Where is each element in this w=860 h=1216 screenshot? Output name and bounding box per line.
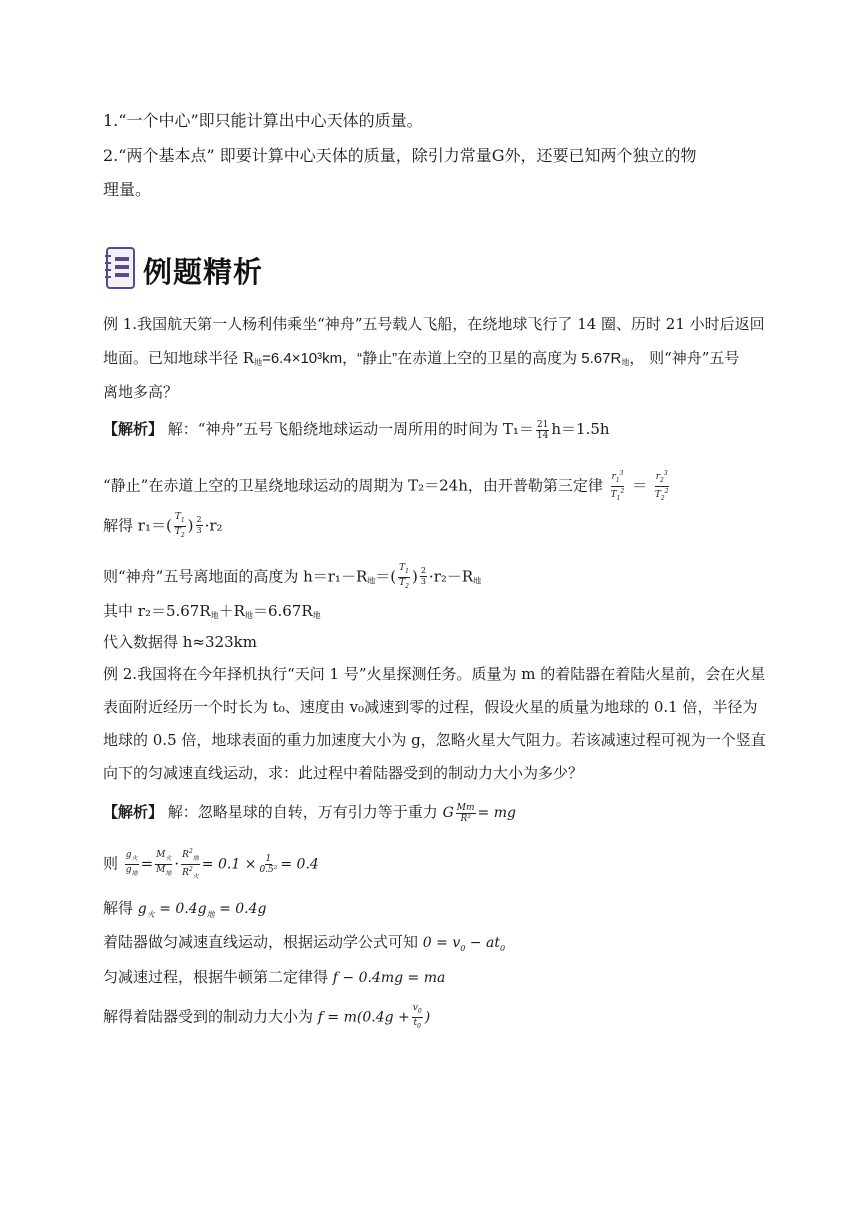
section-title: 例题精析 [143,254,264,289]
example-2-line-1: 例 2.我国将在今年择机执行“天问 1 号”火星探测任务。质量为 m 的着陆器在着陆火星前，会在火星 [103,665,766,683]
example-2-solution-6: 解得着陆器受到的制动力大小为 f = m(0.4g + $\frac{v_0}{t_0}$ ) [103,1003,431,1030]
point-two-cont: 理量。 [103,180,152,199]
example-1-line-1: 例 1.我国航天第一人杨利伟乘坐“神舟”五号载人飞船，在绕地球飞行了 14 圈、历时 21 小时后返回 [103,315,765,333]
example-2-line-4: 向下的匀减速直线运动，求：此过程中着陆器受到的制动力大小为多少？ [103,764,584,782]
example-1-solution-4: 则“神舟”五号离地面的高度为 $h=r_1-R_地=$( $\frac{T_1}{T_2}$ ) $\frac{2}{3}$ $\cdot r_2-R_地$ [103,563,482,590]
example-1-line-3: 离地多高？ [103,383,179,401]
example-1-solution-1: 【解析】 解：“神舟”五号飞船绕地球运动一周所用的时间为 T₁＝ $\frac{21}{14}$ h＝1.5h [103,419,610,441]
notebook-icon [103,246,137,294]
section-heading [103,246,263,294]
example-1-solution-5: 其中 $r_2=5.67R_地+R_地=6.67R_地$ [103,602,321,620]
example-2-solution-4: 着陆器做匀减速直线运动，根据运动学公式可知 $0 = v_0 - at_0$ [103,933,506,953]
example-1-solution-6: 代入数据得 h≈323km [103,633,257,651]
example-2-solution-1: 【解析】 解：忽略星球的自转，万有引力等于重力 G $\frac{Mm}{\text{R²}}$ = mg [103,802,516,824]
example-2-line-3: 地球的 0.5 倍，地球表面的重力加速度大小为 g，忽略火星大气阻力。若该减速过程可视为一个竖直 [103,731,766,749]
example-2-line-2: 表面附近经历一个时长为 t₀、速度由 v₀减速到零的过程，假设火星的质量为地球的 0.1 倍，半径为 [103,698,758,716]
example-1-line-2: 地面。已知地球半径 $R_地=6.4\times 10^3km$，“静止”在赤道上空的卫星的高度为 $5.67R_地$， 则“神舟”五号 [103,349,740,367]
point-two: 2.“两个基本点” 即要计算中心天体的质量，除引力常量G外，还要已知两个独立的物 [103,146,697,165]
example-2-solution-3: 解得 $g_火 = 0.4g_地 = 0.4g$ [103,899,267,919]
point-one: 1.“一个中心”即只能计算出中心天体的质量。 [103,111,423,130]
example-1-solution-3: 解得 r₁＝( $\frac{T_1}{T_2}$ ) $\frac{2}{3}$ ·r₂ [103,512,223,539]
example-2-solution-2: 则 $\frac{g_火}{g_地}$ = $\frac{M_火}{M_地}$ · $\frac{R^2_地}{R^2_火}$ = 0.1 × $\frac{1}{\text{0.5²}}$ = 0.4 [103,848,319,880]
example-1-solution-2: “静止”在赤道上空的卫星绕地球运动的周期为 T₂＝24h，由开普勒第三定律 $\frac{r_1^3}{T_1^2}$ ＝ $\frac{r_2^3}{T_2^2}$ [103,470,669,502]
example-2-solution-5: 匀减速过程，根据牛顿第二定律得 f − 0.4mg = ma [103,968,446,986]
